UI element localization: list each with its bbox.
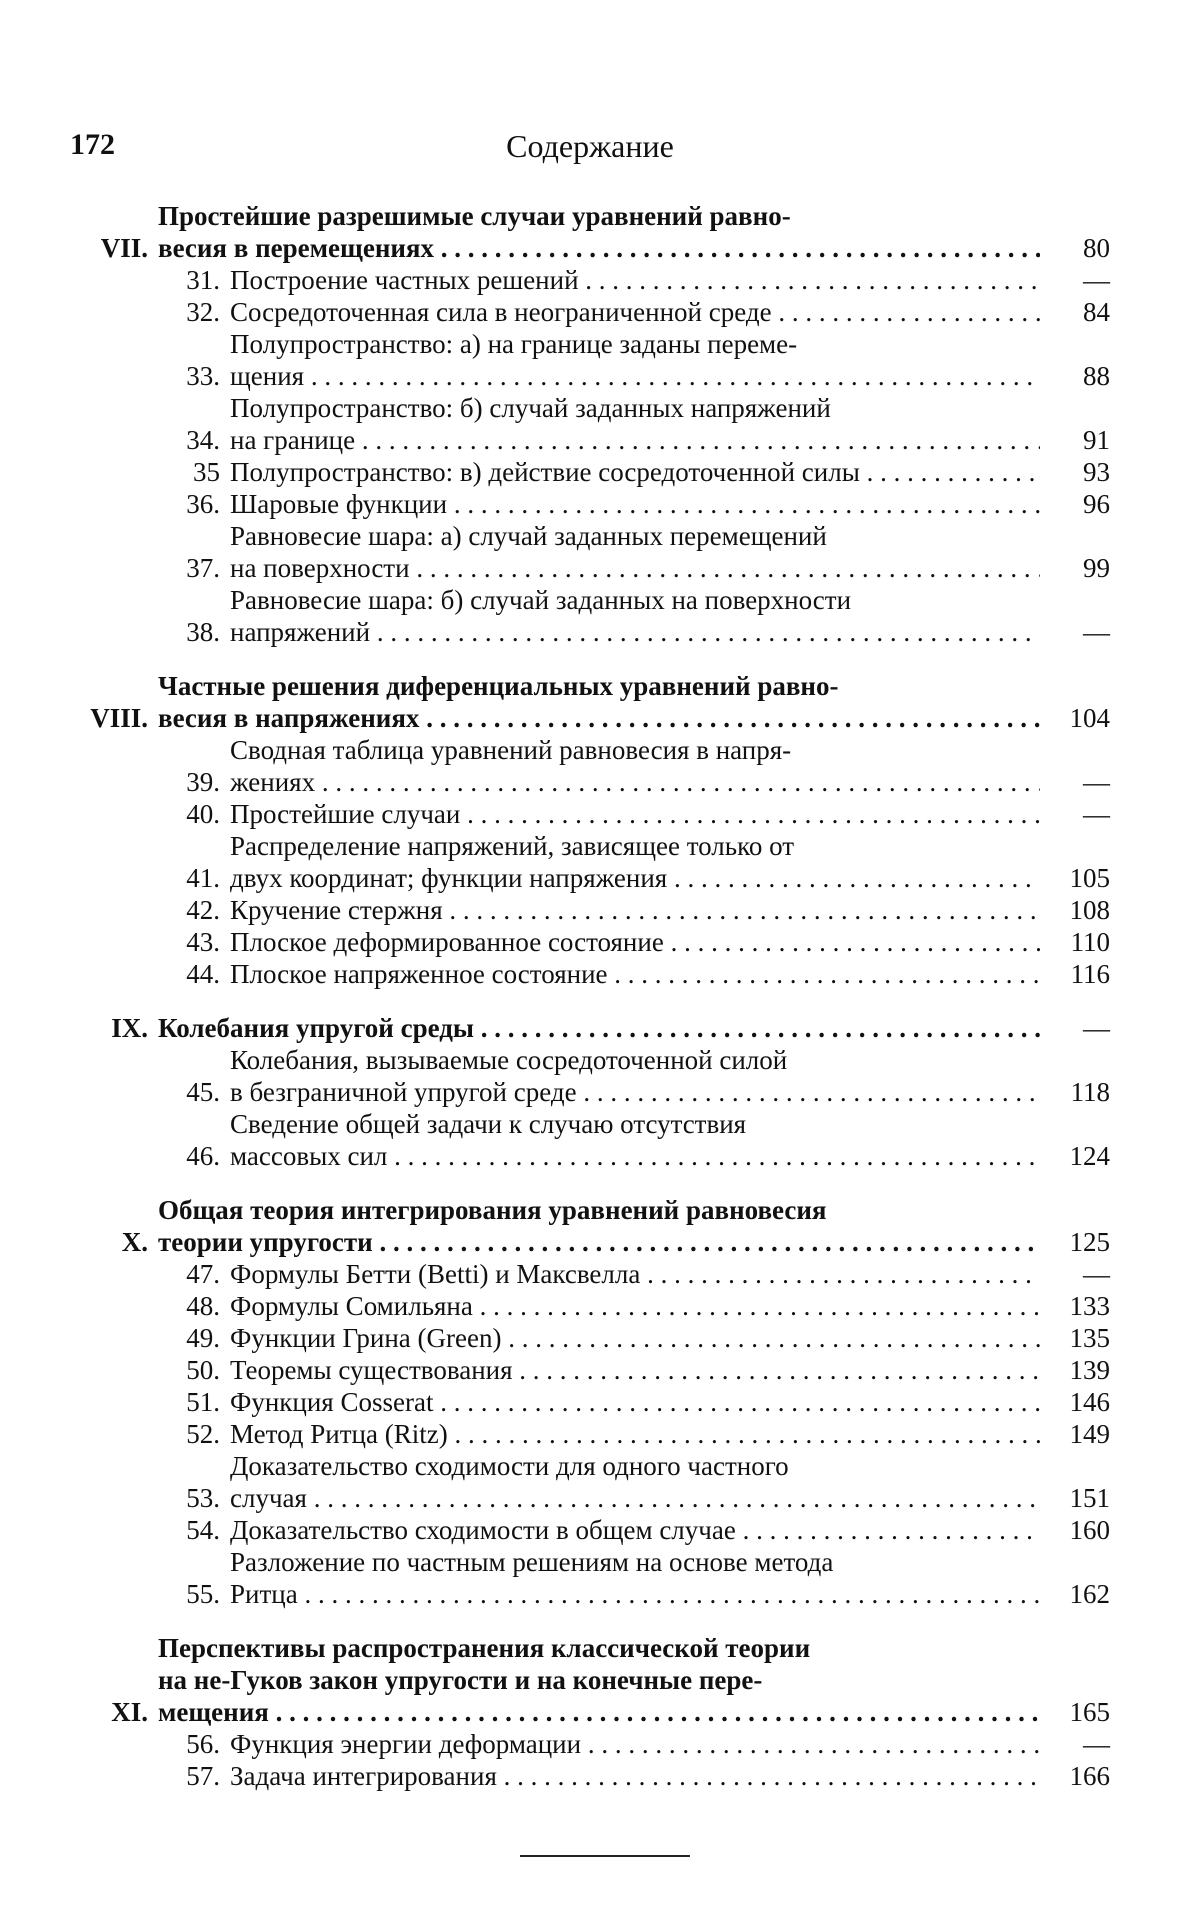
chapter-title bbox=[158, 1012, 1040, 1044]
section-title bbox=[230, 958, 1040, 990]
chapter-title-line: весия в напряжениях . . . bbox=[158, 703, 1040, 733]
section-number: 44. bbox=[186, 959, 220, 989]
section-title-line: Доказательство сходимости для одного частного bbox=[230, 1451, 789, 1481]
section-title bbox=[230, 1108, 1040, 1172]
chapter-page-number: 165 bbox=[1069, 1697, 1110, 1727]
chapter-block bbox=[70, 670, 1110, 990]
section-entry bbox=[70, 1760, 1110, 1792]
section-number: 57. bbox=[186, 1761, 220, 1791]
section-page-number: 84 bbox=[1083, 297, 1110, 327]
section-page-number: 139 bbox=[1069, 1355, 1110, 1385]
section-page-number: 96 bbox=[1083, 489, 1110, 519]
chapter-page-number: — bbox=[1083, 1013, 1110, 1043]
section-page-number: — bbox=[1083, 1259, 1110, 1289]
section-entry bbox=[70, 584, 1110, 648]
section-title-line: Разложение по частным решениям на основе метода bbox=[230, 1547, 834, 1577]
section-page-number: 108 bbox=[1069, 895, 1110, 925]
section-title bbox=[230, 1450, 1040, 1514]
section-page-number: — bbox=[1083, 1729, 1110, 1759]
section-title bbox=[230, 1354, 1040, 1386]
section-title bbox=[230, 1258, 1040, 1290]
section-entry bbox=[70, 798, 1110, 830]
section-entry bbox=[70, 1322, 1110, 1354]
chapter-block bbox=[70, 1012, 1110, 1172]
section-entry bbox=[70, 296, 1110, 328]
section-page-number: — bbox=[1083, 799, 1110, 829]
section-page-number: 105 bbox=[1069, 863, 1110, 893]
section-title-line: Функция энергии деформации . . . bbox=[230, 1729, 1040, 1759]
section-title bbox=[230, 1546, 1040, 1610]
section-title bbox=[230, 830, 1040, 894]
section-title bbox=[230, 584, 1040, 648]
section-title-line: Функция Cosserat . . . bbox=[230, 1387, 1040, 1417]
section-title bbox=[230, 1760, 1040, 1792]
section-title-line: Равновесие шара: б) случай заданных на поверхности bbox=[230, 585, 852, 615]
chapter-number: VIII. bbox=[90, 703, 148, 733]
chapter-title-line: Перспективы распространения классической теории bbox=[158, 1633, 811, 1663]
section-title-line: Плоское деформированное состояние . . . bbox=[230, 927, 1040, 957]
section-number: 38. bbox=[186, 617, 220, 647]
chapter-title-line: Частные решения диференциальных уравнений равно- bbox=[158, 671, 839, 701]
table-of-contents bbox=[70, 200, 1110, 1814]
section-title bbox=[230, 392, 1040, 456]
section-entry bbox=[70, 1386, 1110, 1418]
section-title-line: на поверхности . . . bbox=[230, 553, 1040, 583]
section-page-number: 110 bbox=[1070, 927, 1110, 957]
section-title-line: Сосредоточенная сила в неограниченной среде . . . bbox=[230, 297, 1040, 327]
section-number: 45. bbox=[186, 1077, 220, 1107]
section-number: 35 bbox=[193, 457, 220, 487]
section-page-number: 133 bbox=[1069, 1291, 1110, 1321]
section-title bbox=[230, 328, 1040, 392]
section-title-line: Распределение напряжений, зависящее только от bbox=[230, 831, 795, 861]
section-page-number: 160 bbox=[1069, 1515, 1110, 1545]
section-entry bbox=[70, 1108, 1110, 1172]
section-entry bbox=[70, 488, 1110, 520]
chapter-heading bbox=[70, 1194, 1110, 1258]
section-number: 55. bbox=[186, 1579, 220, 1609]
chapter-title-line: теории упругости . . . bbox=[158, 1227, 1040, 1257]
chapter-title bbox=[158, 200, 1040, 264]
section-title-line: Доказательство сходимости в общем случае . . . bbox=[230, 1515, 1040, 1545]
section-title-line: на границе . . . bbox=[230, 425, 1040, 455]
section-number: 42. bbox=[186, 895, 220, 925]
section-page-number: 88 bbox=[1083, 361, 1110, 391]
section-entry bbox=[70, 830, 1110, 894]
section-entry bbox=[70, 328, 1110, 392]
section-entry bbox=[70, 1450, 1110, 1514]
chapter-number: IX. bbox=[111, 1013, 148, 1043]
section-number: 46. bbox=[186, 1141, 220, 1171]
page-header bbox=[70, 128, 1110, 168]
section-page-number: — bbox=[1083, 617, 1110, 647]
section-page-number: 118 bbox=[1070, 1077, 1110, 1107]
section-title-line: в безграничной упругой среде . . . bbox=[230, 1077, 1040, 1107]
section-title bbox=[230, 1322, 1040, 1354]
chapter-page-number: 80 bbox=[1083, 233, 1110, 263]
section-page-number: 116 bbox=[1070, 959, 1110, 989]
section-title bbox=[230, 1044, 1040, 1108]
section-title bbox=[230, 520, 1040, 584]
section-number: 54. bbox=[186, 1515, 220, 1545]
section-page-number: 162 bbox=[1069, 1579, 1110, 1609]
section-entry bbox=[70, 456, 1110, 488]
section-title bbox=[230, 1514, 1040, 1546]
section-number: 53. bbox=[186, 1483, 220, 1513]
section-entry bbox=[70, 1044, 1110, 1108]
section-entry bbox=[70, 1418, 1110, 1450]
section-number: 31. bbox=[186, 265, 220, 295]
section-entry bbox=[70, 926, 1110, 958]
section-title bbox=[230, 1418, 1040, 1450]
section-title-line: Полупространство: в) действие сосредоточенной силы . . . bbox=[230, 457, 1040, 487]
chapter-title-line: весия в перемещениях . . . bbox=[158, 233, 1040, 263]
section-page-number: 151 bbox=[1069, 1483, 1110, 1513]
section-entry bbox=[70, 1354, 1110, 1386]
section-title bbox=[230, 488, 1040, 520]
section-title-line: Сводная таблица уравнений равновесия в напря- bbox=[230, 735, 792, 765]
section-number: 51. bbox=[186, 1387, 220, 1417]
chapter-title-line: Простейшие разрешимые случаи уравнений равно- bbox=[158, 201, 791, 231]
section-title bbox=[230, 264, 1040, 296]
section-title-line: Колебания, вызываемые сосредоточенной силой bbox=[230, 1045, 788, 1075]
chapter-title-line: мещения . . . bbox=[158, 1697, 1040, 1727]
chapter-heading bbox=[70, 1632, 1110, 1728]
chapter-block bbox=[70, 1194, 1110, 1610]
section-number: 50. bbox=[186, 1355, 220, 1385]
chapter-block bbox=[70, 1632, 1110, 1792]
section-title-line: Формулы Бетти (Betti) и Максвелла . . . bbox=[230, 1259, 1040, 1289]
section-title bbox=[230, 734, 1040, 798]
chapter-number: XI. bbox=[111, 1697, 148, 1727]
section-entry bbox=[70, 958, 1110, 990]
section-title-line: Построение частных решений . . . bbox=[230, 265, 1040, 295]
chapter-number: VII. bbox=[100, 233, 148, 263]
section-entry bbox=[70, 1258, 1110, 1290]
section-number: 36. bbox=[186, 489, 220, 519]
section-title bbox=[230, 456, 1040, 488]
section-number: 39. bbox=[186, 767, 220, 797]
chapter-page-number: 125 bbox=[1069, 1227, 1110, 1257]
section-number: 48. bbox=[186, 1291, 220, 1321]
chapter-heading bbox=[70, 200, 1110, 264]
section-entry bbox=[70, 1514, 1110, 1546]
section-number: 34. bbox=[186, 425, 220, 455]
section-page-number: 149 bbox=[1069, 1419, 1110, 1449]
section-entry bbox=[70, 1290, 1110, 1322]
section-number: 37. bbox=[186, 553, 220, 583]
section-number: 40. bbox=[186, 799, 220, 829]
section-number: 49. bbox=[186, 1323, 220, 1353]
section-page-number: — bbox=[1083, 767, 1110, 797]
chapter-title-line: Общая теория интегрирования уравнений равновесия bbox=[158, 1195, 827, 1225]
chapter-page-number: 104 bbox=[1069, 703, 1110, 733]
chapter-title bbox=[158, 670, 1040, 734]
section-entry bbox=[70, 1728, 1110, 1760]
section-page-number: 166 bbox=[1069, 1761, 1110, 1791]
section-title bbox=[230, 798, 1040, 830]
section-page-number: 91 bbox=[1083, 425, 1110, 455]
section-entry bbox=[70, 392, 1110, 456]
section-title bbox=[230, 1386, 1040, 1418]
section-number: 56. bbox=[186, 1729, 220, 1759]
section-number: 43. bbox=[186, 927, 220, 957]
section-title-line: Задача интегрирования . . . bbox=[230, 1761, 1040, 1791]
section-title-line: Равновесие шара: а) случай заданных перемещений bbox=[230, 521, 827, 551]
running-title: Содержание bbox=[506, 128, 674, 164]
section-entry bbox=[70, 264, 1110, 296]
chapter-number: X. bbox=[121, 1227, 148, 1257]
section-title-line: Полупространство: б) случай заданных напряжений bbox=[230, 393, 831, 423]
section-entry bbox=[70, 894, 1110, 926]
chapter-title-line: Колебания упругой среды . . . bbox=[158, 1013, 1040, 1043]
section-page-number: 135 bbox=[1069, 1323, 1110, 1353]
section-number: 47. bbox=[186, 1259, 220, 1289]
section-page-number: 146 bbox=[1069, 1387, 1110, 1417]
section-title-line: жениях . . . bbox=[230, 767, 1040, 797]
section-page-number: — bbox=[1083, 265, 1110, 295]
section-page-number: 99 bbox=[1083, 553, 1110, 583]
section-title-line: массовых сил . . . bbox=[230, 1141, 1040, 1171]
section-title-line: Функции Грина (Green) . . . bbox=[230, 1323, 1040, 1353]
section-title bbox=[230, 926, 1040, 958]
chapter-heading bbox=[70, 1012, 1110, 1044]
section-title bbox=[230, 894, 1040, 926]
section-page-number: 93 bbox=[1083, 457, 1110, 487]
section-page-number: 124 bbox=[1069, 1141, 1110, 1171]
section-entry bbox=[70, 520, 1110, 584]
section-title-line: Сведение общей задачи к случаю отсутствия bbox=[230, 1109, 747, 1139]
section-number: 32. bbox=[186, 297, 220, 327]
section-title-line: Шаровые функции . . . bbox=[230, 489, 1040, 519]
end-rule bbox=[520, 1855, 690, 1857]
chapter-block bbox=[70, 200, 1110, 648]
section-title bbox=[230, 296, 1040, 328]
chapter-title-line: на не-Гуков закон упругости и на конечные пере- bbox=[158, 1665, 763, 1695]
section-title-line: Формулы Сомильяна . . . bbox=[230, 1291, 1040, 1321]
section-title-line: напряжений . . . bbox=[230, 617, 1040, 647]
section-title-line: щения . . . bbox=[230, 361, 1040, 391]
section-entry bbox=[70, 734, 1110, 798]
chapter-heading bbox=[70, 670, 1110, 734]
section-title-line: двух координат; функции напряжения . . . bbox=[230, 863, 1040, 893]
section-title-line: Метод Ритца (Ritz) . . . bbox=[230, 1419, 1040, 1449]
section-title-line: случая . . . bbox=[230, 1483, 1040, 1513]
section-title-line: Плоское напряженное состояние . . . bbox=[230, 959, 1040, 989]
section-title-line: Теоремы существования . . . bbox=[230, 1355, 1040, 1385]
section-title-line: Простейшие случаи . . . bbox=[230, 799, 1040, 829]
chapter-title bbox=[158, 1194, 1040, 1258]
section-title bbox=[230, 1728, 1040, 1760]
section-title-line: Кручение стержня . . . bbox=[230, 895, 1040, 925]
section-title bbox=[230, 1290, 1040, 1322]
chapter-title bbox=[158, 1632, 1040, 1728]
section-number: 52. bbox=[186, 1419, 220, 1449]
section-number: 33. bbox=[186, 361, 220, 391]
section-number: 41. bbox=[186, 863, 220, 893]
section-title-line: Полупространство: а) на границе заданы переме- bbox=[230, 329, 798, 359]
page-number: 172 bbox=[70, 128, 115, 161]
section-entry bbox=[70, 1546, 1110, 1610]
section-title-line: Ритца . . . bbox=[230, 1579, 1040, 1609]
